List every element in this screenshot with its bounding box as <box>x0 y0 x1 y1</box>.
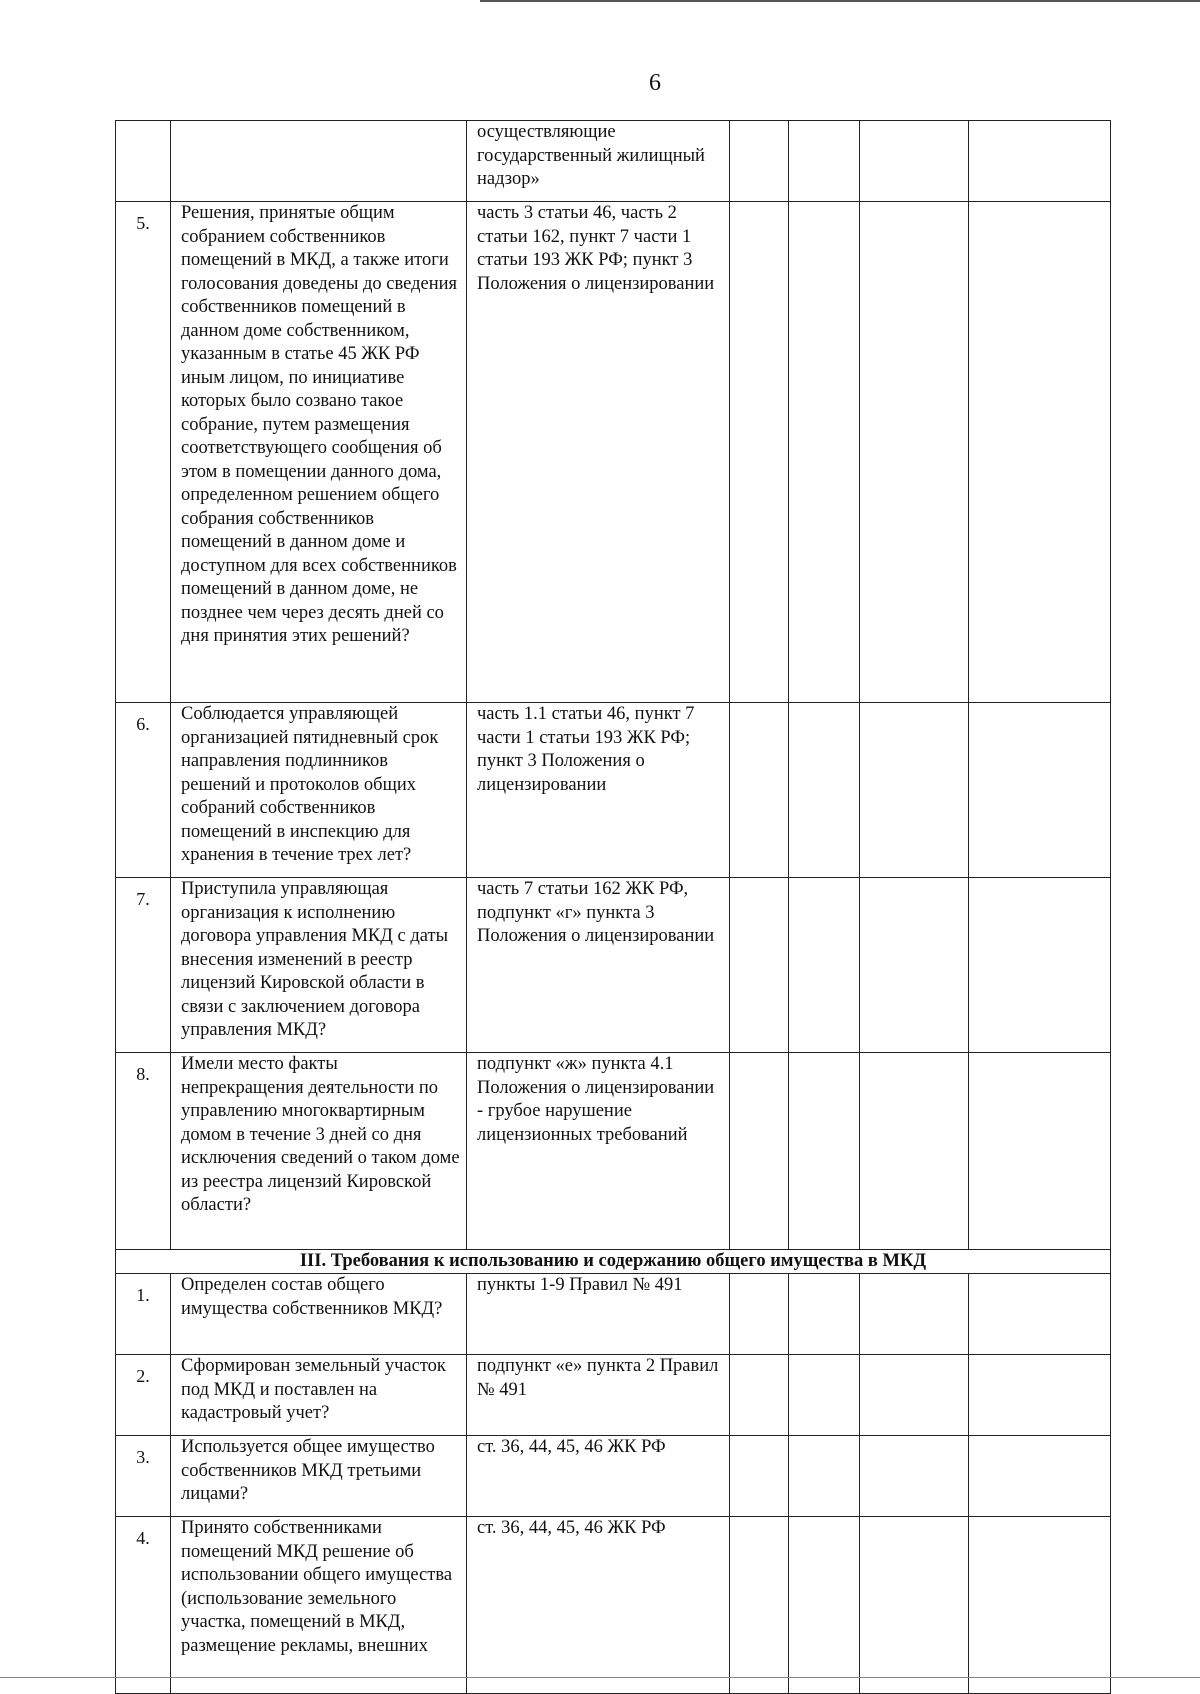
empty-cell <box>969 703 1111 878</box>
empty-cell <box>969 1053 1111 1250</box>
question-cell: Имели место факты непрекращения деятельности по управлению многоквартирным домом в течение 3 дней со дня исключения сведений о таком доме из реестра лицензий Кировской области? <box>171 1053 467 1250</box>
empty-cell <box>789 1517 860 1694</box>
row-number: 7. <box>116 878 171 1053</box>
empty-cell <box>730 1053 789 1250</box>
empty-cell <box>730 1355 789 1436</box>
empty-cell <box>730 202 789 703</box>
table-row <box>116 202 1111 703</box>
scan-bottom-edge <box>0 1677 1200 1678</box>
empty-cell <box>789 703 860 878</box>
reference-cell: пункты 1-9 Правил № 491 <box>467 1274 730 1355</box>
empty-cell <box>730 1274 789 1355</box>
question-cell: Приступила управляющая организация к исполнению договора управления МКД с даты внесения изменений в реестр лицензий Кировской области в связи с заключением договора управления МКД? <box>171 878 467 1053</box>
reference-cell: ст. 36, 44, 45, 46 ЖК РФ <box>467 1436 730 1517</box>
row-number: 5. <box>116 202 171 703</box>
empty-cell <box>860 1274 969 1355</box>
empty-cell <box>860 121 969 202</box>
empty-cell <box>789 1053 860 1250</box>
section-title: III. Требования к использованию и содержанию общего имущества в МКД <box>116 1250 1111 1274</box>
section-header-row <box>116 1250 1111 1274</box>
question-cell: Решения, принятые общим собранием собственников помещений в МКД, а также итоги голосования доведены до сведения собственников помещений в данном доме собственником, указанным в статье 45 ЖК РФ иным лицом, по инициативе которых было созвано такое собрание, путем размещения соответствующего сообщения об этом в помещении данного дома, определенном решением общего собрания собственников помещений в данном доме и доступном для всех собственников помещений в данном доме, не позднее чем через десять дней со дня принятия этих решений? <box>171 202 467 703</box>
table-row <box>116 703 1111 878</box>
empty-cell <box>860 202 969 703</box>
checklist-table <box>115 120 1111 1694</box>
empty-cell <box>789 1436 860 1517</box>
table-row <box>116 121 1111 202</box>
empty-cell <box>789 121 860 202</box>
reference-cell: часть 3 статьи 46, часть 2 статьи 162, пункт 7 части 1 статьи 193 ЖК РФ; пункт 3 Положения о лицензировании <box>467 202 730 703</box>
question-cell: Принято собственниками помещений МКД решение об использовании общего имущества (использование земельного участка, помещений в МКД, размещение рекламы, внешних <box>171 1517 467 1694</box>
empty-cell <box>860 1517 969 1694</box>
question-cell: Определен состав общего имущества собственников МКД? <box>171 1274 467 1355</box>
reference-cell: ст. 36, 44, 45, 46 ЖК РФ <box>467 1517 730 1694</box>
table-row <box>116 1517 1111 1694</box>
empty-cell <box>730 1517 789 1694</box>
empty-cell <box>789 1274 860 1355</box>
empty-cell <box>969 878 1111 1053</box>
empty-cell <box>969 1355 1111 1436</box>
empty-cell <box>860 1436 969 1517</box>
question-cell: Сформирован земельный участок под МКД и поставлен на кадастровый учет? <box>171 1355 467 1436</box>
question-cell: Используется общее имущество собственников МКД третьими лицами? <box>171 1436 467 1517</box>
empty-cell <box>789 1355 860 1436</box>
table-row <box>116 1355 1111 1436</box>
empty-cell <box>789 202 860 703</box>
empty-cell <box>730 878 789 1053</box>
table-row <box>116 1436 1111 1517</box>
table-row <box>116 1274 1111 1355</box>
empty-cell <box>730 121 789 202</box>
reference-cell: подпункт «ж» пункта 4.1 Положения о лицензировании - грубое нарушение лицензионных требований <box>467 1053 730 1250</box>
empty-cell <box>969 121 1111 202</box>
row-number <box>116 121 171 202</box>
row-number: 3. <box>116 1436 171 1517</box>
empty-cell <box>730 1436 789 1517</box>
reference-cell: часть 1.1 статьи 46, пункт 7 части 1 статьи 193 ЖК РФ; пункт 3 Положения о лицензировании <box>467 703 730 878</box>
reference-cell: подпункт «е» пункта 2 Правил № 491 <box>467 1355 730 1436</box>
row-number: 8. <box>116 1053 171 1250</box>
empty-cell <box>860 878 969 1053</box>
reference-cell: осуществляющие государственный жилищный надзор» <box>467 121 730 202</box>
empty-cell <box>860 1053 969 1250</box>
empty-cell <box>969 1274 1111 1355</box>
empty-cell <box>969 202 1111 703</box>
row-number: 4. <box>116 1517 171 1694</box>
row-number: 2. <box>116 1355 171 1436</box>
empty-cell <box>730 703 789 878</box>
empty-cell <box>789 878 860 1053</box>
empty-cell <box>860 703 969 878</box>
scan-top-edge <box>480 0 1200 2</box>
table-row <box>116 1053 1111 1250</box>
question-cell: Соблюдается управляющей организацией пятидневный срок направления подлинников решений и протоколов общих собраний собственников помещений в инспекцию для хранения в течение трех лет? <box>171 703 467 878</box>
empty-cell <box>969 1517 1111 1694</box>
question-cell <box>171 121 467 202</box>
row-number: 1. <box>116 1274 171 1355</box>
page-number: 6 <box>649 70 661 96</box>
table-row <box>116 878 1111 1053</box>
row-number: 6. <box>116 703 171 878</box>
empty-cell <box>860 1355 969 1436</box>
empty-cell <box>969 1436 1111 1517</box>
reference-cell: часть 7 статьи 162 ЖК РФ, подпункт «г» пункта 3 Положения о лицензировании <box>467 878 730 1053</box>
